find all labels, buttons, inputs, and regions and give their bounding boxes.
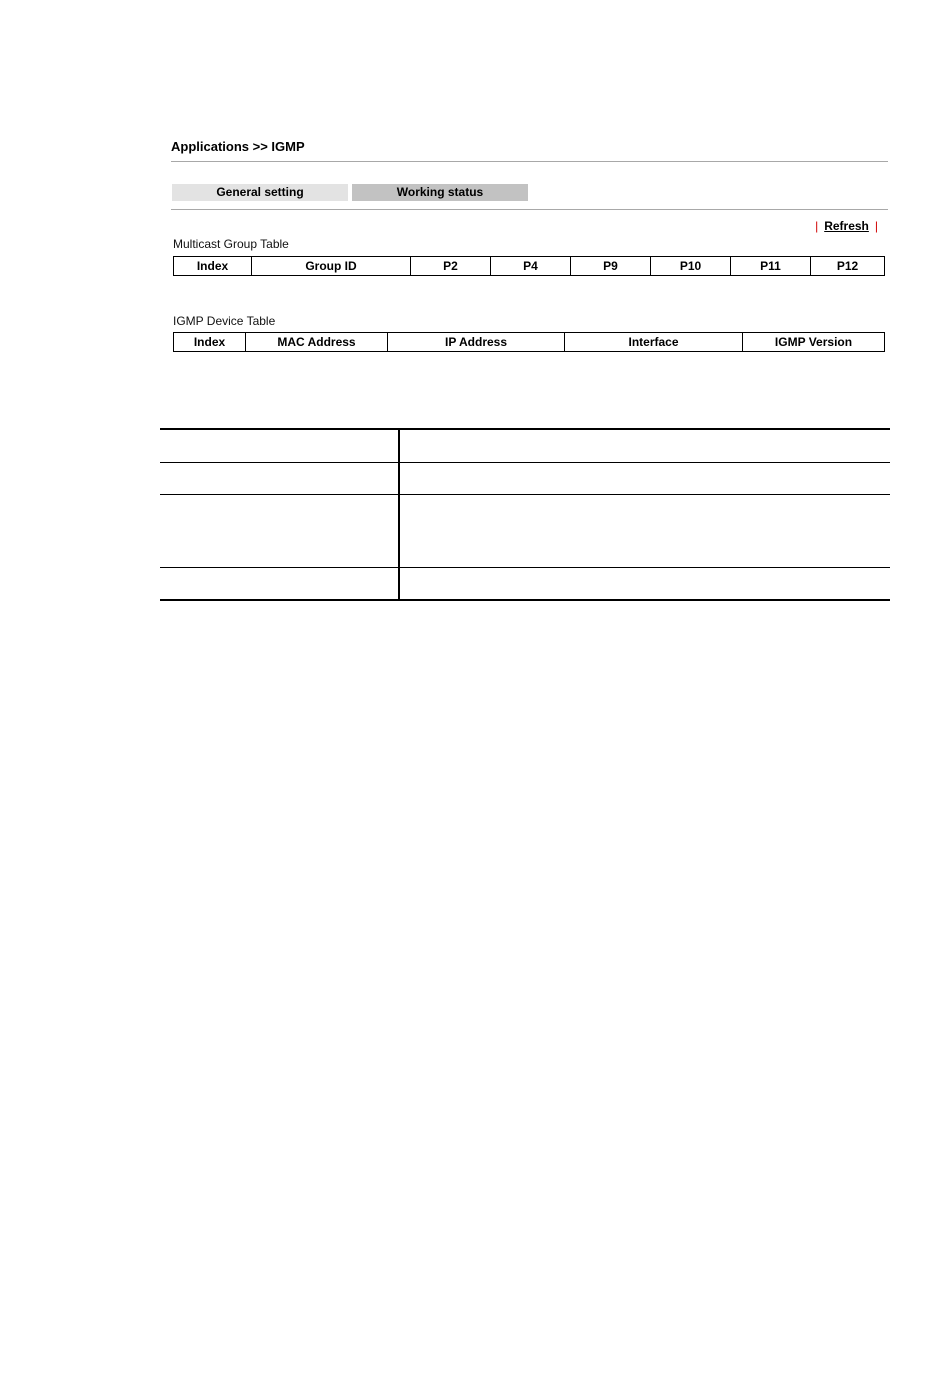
description-text-cell (399, 567, 890, 600)
col-group-id: Group ID (252, 257, 411, 276)
breadcrumb: Applications >> IGMP (171, 139, 305, 154)
tab-general-setting[interactable]: General setting (172, 184, 348, 201)
description-item-cell (160, 494, 399, 567)
col-p4: P4 (491, 257, 571, 276)
col-interface: Interface (565, 333, 743, 352)
refresh-link[interactable]: Refresh (824, 219, 869, 233)
description-text-cell (399, 429, 890, 462)
description-row (160, 494, 890, 567)
multicast-header-row (174, 257, 885, 276)
description-item-cell (160, 567, 399, 600)
col-p2: P2 (411, 257, 491, 276)
refresh-left-pipe: | (815, 219, 819, 233)
description-text-cell (399, 462, 890, 494)
igmp-device-header-row (174, 333, 885, 352)
refresh-right-pipe: | (874, 219, 878, 233)
description-row (160, 567, 890, 600)
multicast-group-table (173, 256, 885, 276)
refresh-bar (809, 219, 884, 233)
igmp-device-table (173, 332, 885, 352)
description-text-cell (399, 494, 890, 567)
description-item-cell (160, 429, 399, 462)
col-p9: P9 (571, 257, 651, 276)
description-table (160, 428, 890, 601)
description-row (160, 462, 890, 494)
multicast-group-table-caption: Multicast Group Table (173, 237, 289, 251)
col-index: Index (174, 333, 246, 352)
col-p10: P10 (651, 257, 731, 276)
col-ip-address: IP Address (388, 333, 565, 352)
col-p11: P11 (731, 257, 811, 276)
header-divider (171, 161, 888, 162)
igmp-device-table-caption: IGMP Device Table (173, 314, 276, 328)
col-p12: P12 (811, 257, 885, 276)
col-index: Index (174, 257, 252, 276)
tab-working-status[interactable]: Working status (352, 184, 528, 201)
tabs-divider (171, 209, 888, 210)
description-row (160, 429, 890, 462)
col-igmp-version: IGMP Version (743, 333, 885, 352)
description-item-cell (160, 462, 399, 494)
col-mac-address: MAC Address (246, 333, 388, 352)
